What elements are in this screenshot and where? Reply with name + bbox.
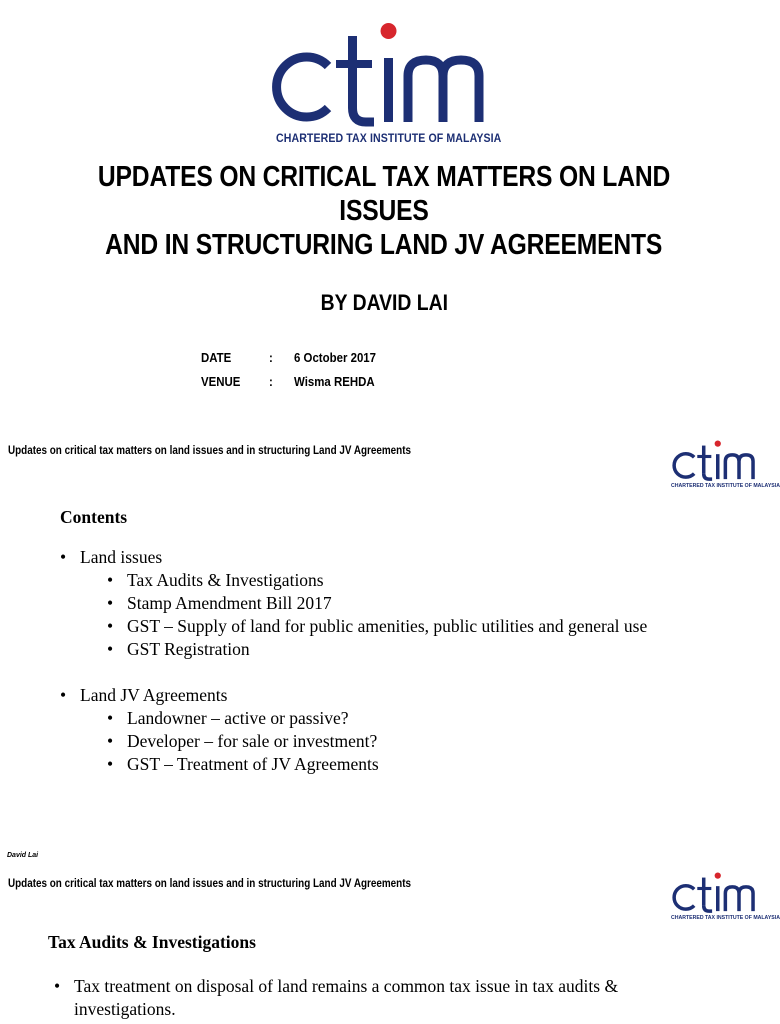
date-separator: :: [269, 350, 273, 365]
author-byline: BY DAVID LAI: [320, 290, 448, 315]
section-bullets: [54, 975, 704, 1021]
list-item: • Developer – for sale or investment?: [107, 730, 680, 753]
ctim-logo-small: [668, 869, 780, 927]
ctim-wordmark: [266, 14, 502, 132]
list-item: • GST – Treatment of JV Agreements: [107, 753, 680, 776]
date-label: DATE: [201, 350, 232, 365]
footer-author: David Lai: [7, 852, 39, 859]
title-line-1: UPDATES ON CRITICAL TAX MATTERS ON LAND ISSUES: [97, 161, 671, 227]
venue-value: Wisma REHDA: [294, 374, 375, 389]
section-heading: Tax Audits & Investigations: [48, 932, 256, 952]
ctim-wordmark: [668, 437, 764, 483]
venue-separator: :: [269, 374, 273, 389]
ctim-logo-large: [266, 6, 506, 151]
venue-label: VENUE: [201, 374, 241, 389]
ctim-wordmark: [668, 869, 764, 915]
ctim-logo-small: [668, 437, 780, 495]
logo-subtitle: CHARTERED TAX INSTITUTE OF MALAYSIA: [671, 915, 780, 921]
presentation-title: [0, 160, 768, 262]
slide-header: Updates on critical tax matters on land issues and in structuring Land JV Agreements: [8, 878, 412, 890]
list-item: • GST – Supply of land for public amenities, public utilities and general use: [107, 615, 680, 638]
list-item: • Tax treatment on disposal of land remains a common tax issue in tax audits & investigations.: [54, 975, 704, 1021]
list-item: • Land JV Agreements • Landowner – active or passive? • Developer – for sale or investment? • GST – Treatment of JV Agreements: [60, 684, 680, 776]
list-item: • Land issues • Tax Audits & Investigations • Stamp Amendment Bill 2017 • GST – Supply of land for public amenities, public utilities and general use • GST Registration: [60, 546, 680, 661]
list-item: • Stamp Amendment Bill 2017: [107, 592, 680, 615]
contents-list: [60, 546, 680, 776]
list-item: • Landowner – active or passive?: [107, 707, 680, 730]
list-item: • Tax Audits & Investigations: [107, 569, 680, 592]
title-line-2: AND IN STRUCTURING LAND JV AGREEMENTS: [105, 229, 663, 261]
list-item: • GST Registration: [107, 638, 680, 661]
contents-heading: Contents: [60, 507, 128, 527]
logo-subtitle: CHARTERED TAX INSTITUTE OF MALAYSIA: [276, 133, 502, 145]
slide-header: Updates on critical tax matters on land issues and in structuring Land JV Agreements: [8, 445, 412, 457]
logo-subtitle: CHARTERED TAX INSTITUTE OF MALAYSIA: [671, 483, 780, 489]
date-value: 6 October 2017: [294, 350, 377, 365]
